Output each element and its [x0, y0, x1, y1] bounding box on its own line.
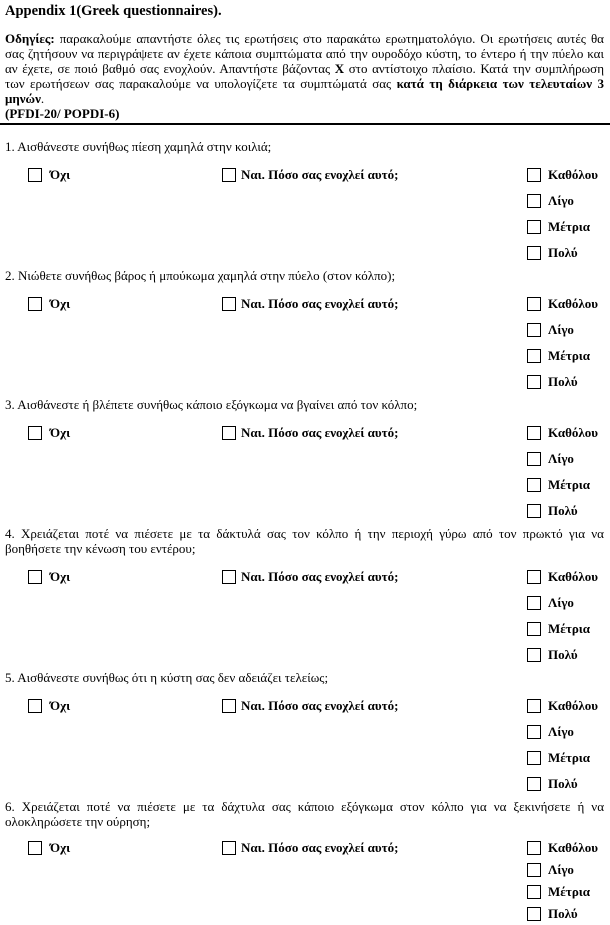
severity-option-ligo	[527, 317, 604, 343]
severity-checkbox-ligo[interactable]	[527, 323, 541, 337]
severity-option-metria	[527, 343, 604, 369]
yes-checkbox[interactable]	[222, 426, 236, 440]
severity-checkbox-metria[interactable]	[527, 622, 541, 636]
severity-checkbox-metria[interactable]	[527, 885, 541, 899]
severity-label: Λίγο	[548, 595, 574, 610]
questions-list	[5, 139, 604, 925]
no-checkbox[interactable]	[28, 297, 42, 311]
severity-checkbox-ligo[interactable]	[527, 596, 541, 610]
severity-label: Καθόλου	[548, 840, 599, 855]
no-label: Όχι	[50, 569, 71, 584]
severity-options	[527, 291, 604, 395]
severity-option-poly	[527, 240, 604, 266]
severity-checkbox-katholou[interactable]	[527, 297, 541, 311]
severity-label: Λίγο	[548, 322, 574, 337]
instructions-label: Οδηγίες:	[5, 31, 55, 46]
answer-row	[5, 693, 604, 797]
answer-row	[5, 162, 604, 266]
yes-label: Ναι. Πόσο σας ενοχλεί αυτό;	[241, 425, 399, 440]
question-block-6	[5, 799, 604, 925]
severity-option-poly	[527, 642, 604, 668]
severity-checkbox-katholou[interactable]	[527, 426, 541, 440]
no-checkbox[interactable]	[28, 699, 42, 713]
severity-checkbox-poly[interactable]	[527, 777, 541, 791]
severity-checkbox-metria[interactable]	[527, 478, 541, 492]
question-text: 2. Νιώθετε συνήθως βάρος ή μπούκωμα χαμηλά στην πύελο (στον κόλπο);	[5, 268, 396, 283]
question-text: 4. Χρειάζεται ποτέ να πιέσετε με τα δάκτυλά σας τον κόλπο ή την περιοχή γύρω από τον πρωκτό για να βοηθήσετε την κένωση του εντέρου;	[5, 526, 604, 556]
severity-label: Μέτρια	[548, 348, 591, 363]
severity-option-metria	[527, 214, 604, 240]
yes-label: Ναι. Πόσο σας ενοχλεί αυτό;	[241, 296, 399, 311]
yes-option	[222, 837, 527, 859]
page-title: Appendix 1(Greek questionnaires).	[5, 3, 222, 19]
no-option	[28, 162, 222, 188]
no-checkbox[interactable]	[28, 570, 42, 584]
severity-label: Λίγο	[548, 862, 574, 877]
severity-checkbox-poly[interactable]	[527, 504, 541, 518]
answer-row	[5, 564, 604, 668]
severity-checkbox-poly[interactable]	[527, 246, 541, 260]
severity-option-poly	[527, 771, 604, 797]
no-option	[28, 693, 222, 719]
no-checkbox[interactable]	[28, 168, 42, 182]
severity-options	[527, 693, 604, 797]
severity-option-katholou	[527, 162, 604, 188]
no-label: Όχι	[50, 698, 71, 713]
yes-label: Ναι. Πόσο σας ενοχλεί αυτό;	[241, 167, 399, 182]
severity-option-ligo	[527, 859, 604, 881]
severity-label: Πολύ	[548, 776, 578, 791]
severity-label: Καθόλου	[548, 698, 599, 713]
severity-option-metria	[527, 881, 604, 903]
question-text: 5. Αισθάνεστε συνήθως ότι η κύστη σας δεν αδειάζει τελείως;	[5, 670, 329, 685]
yes-checkbox[interactable]	[222, 699, 236, 713]
severity-option-katholou	[527, 837, 604, 859]
severity-label: Μέτρια	[548, 621, 591, 636]
severity-options	[527, 420, 604, 524]
no-checkbox[interactable]	[28, 426, 42, 440]
yes-label: Ναι. Πόσο σας ενοχλεί αυτό;	[241, 840, 399, 855]
question-block-2	[5, 268, 604, 395]
yes-checkbox[interactable]	[222, 841, 236, 855]
question-block-4	[5, 526, 604, 668]
severity-label: Μέτρια	[548, 750, 591, 765]
yes-checkbox[interactable]	[222, 297, 236, 311]
answer-row	[5, 291, 604, 395]
severity-options	[527, 162, 604, 266]
severity-options	[527, 837, 604, 925]
severity-label: Λίγο	[548, 193, 574, 208]
severity-checkbox-ligo[interactable]	[527, 863, 541, 877]
severity-checkbox-katholou[interactable]	[527, 699, 541, 713]
instructions-text-3: .	[40, 91, 45, 106]
severity-option-poly	[527, 369, 604, 395]
question-text: 6. Χρειάζεται ποτέ να πιέσετε με τα δάχτυλα σας κάποιο εξόγκωμα στον κόλπο για να ξεκινήσετε ή να ολοκληρώσετε την ούρηση;	[5, 799, 604, 829]
severity-checkbox-ligo[interactable]	[527, 725, 541, 739]
severity-label: Πολύ	[548, 245, 578, 260]
severity-label: Καθόλου	[548, 569, 599, 584]
yes-option	[222, 564, 527, 590]
scale-heading	[0, 106, 610, 125]
severity-label: Λίγο	[548, 451, 574, 466]
answer-row	[5, 420, 604, 524]
yes-option	[222, 162, 527, 188]
severity-label: Καθόλου	[548, 296, 599, 311]
severity-option-metria	[527, 745, 604, 771]
severity-option-ligo	[527, 446, 604, 472]
yes-option	[222, 291, 527, 317]
severity-checkbox-katholou[interactable]	[527, 168, 541, 182]
severity-checkbox-katholou[interactable]	[527, 570, 541, 584]
severity-checkbox-metria[interactable]	[527, 751, 541, 765]
severity-label: Πολύ	[548, 906, 578, 921]
severity-option-ligo	[527, 719, 604, 745]
severity-label: Καθόλου	[548, 167, 599, 182]
severity-option-katholou	[527, 564, 604, 590]
no-label: Όχι	[50, 167, 71, 182]
yes-label: Ναι. Πόσο σας ενοχλεί αυτό;	[241, 698, 399, 713]
severity-label: Πολύ	[548, 647, 578, 662]
yes-option	[222, 420, 527, 446]
severity-option-katholou	[527, 420, 604, 446]
no-option	[28, 564, 222, 590]
answer-row	[5, 837, 604, 925]
severity-checkbox-metria[interactable]	[527, 349, 541, 363]
severity-checkbox-ligo[interactable]	[527, 452, 541, 466]
severity-checkbox-poly[interactable]	[527, 907, 541, 921]
instructions-paragraph	[5, 31, 604, 106]
no-option	[28, 420, 222, 446]
scale-id: (PFDI-20/ POPDI-6)	[5, 106, 120, 121]
severity-option-katholou	[527, 291, 604, 317]
severity-label: Μέτρια	[548, 884, 591, 899]
instructions-text-2: στο αντίστοιχο πλαίσιο. Κατά την συμπλήρωση των ερωτήσεων σας παρακαλούμε να υπολογίζετε τα συμπτώματά σας	[5, 61, 604, 91]
severity-option-katholou	[527, 693, 604, 719]
question-block-5	[5, 670, 604, 797]
severity-checkbox-katholou[interactable]	[527, 841, 541, 855]
instructions-bold-duration: κατά τη διάρκεια των τελευταίων 3 μηνών	[5, 76, 604, 106]
severity-label: Λίγο	[548, 724, 574, 739]
severity-label: Καθόλου	[548, 425, 599, 440]
severity-option-metria	[527, 472, 604, 498]
no-option	[28, 291, 222, 317]
severity-label: Μέτρια	[548, 477, 591, 492]
yes-checkbox[interactable]	[222, 168, 236, 182]
instructions-text-1: παρακαλούμε απαντήστε όλες τις ερωτήσεις στο παρακάτω ερωτηματολόγιο. Οι ερωτήσεις αυτές θα σας ζητήσουν να περιγράψετε αν έχετε κάποια συμπτώματα από την ουροδόχο κύστη, το έντερο ή την πύελο και αν έχετε, σε ποιό βαθμό σας ενοχλούν. Απαντήστε βάζοντας	[5, 31, 604, 76]
yes-label: Ναι. Πόσο σας ενοχλεί αυτό;	[241, 569, 399, 584]
yes-option	[222, 693, 527, 719]
severity-options	[527, 564, 604, 668]
severity-checkbox-poly[interactable]	[527, 375, 541, 389]
severity-checkbox-ligo[interactable]	[527, 194, 541, 208]
no-label: Όχι	[50, 840, 71, 855]
severity-option-metria	[527, 616, 604, 642]
yes-checkbox[interactable]	[222, 570, 236, 584]
question-text: 1. Αισθάνεστε συνήθως πίεση χαμηλά στην κοιλιά;	[5, 139, 272, 154]
no-label: Όχι	[50, 425, 71, 440]
severity-label: Μέτρια	[548, 219, 591, 234]
severity-label: Πολύ	[548, 503, 578, 518]
question-block-1	[5, 139, 604, 266]
severity-checkbox-poly[interactable]	[527, 648, 541, 662]
severity-option-poly	[527, 498, 604, 524]
no-checkbox[interactable]	[28, 841, 42, 855]
severity-option-poly	[527, 903, 604, 925]
severity-checkbox-metria[interactable]	[527, 220, 541, 234]
no-option	[28, 837, 222, 859]
question-block-3	[5, 397, 604, 524]
question-text: 3. Αισθάνεστε ή βλέπετε συνήθως κάποιο εξόγκωμα να βγαίνει από τον κόλπο;	[5, 397, 418, 412]
instructions-bold-x: X	[334, 61, 345, 76]
severity-option-ligo	[527, 590, 604, 616]
severity-option-ligo	[527, 188, 604, 214]
no-label: Όχι	[50, 296, 71, 311]
severity-label: Πολύ	[548, 374, 578, 389]
